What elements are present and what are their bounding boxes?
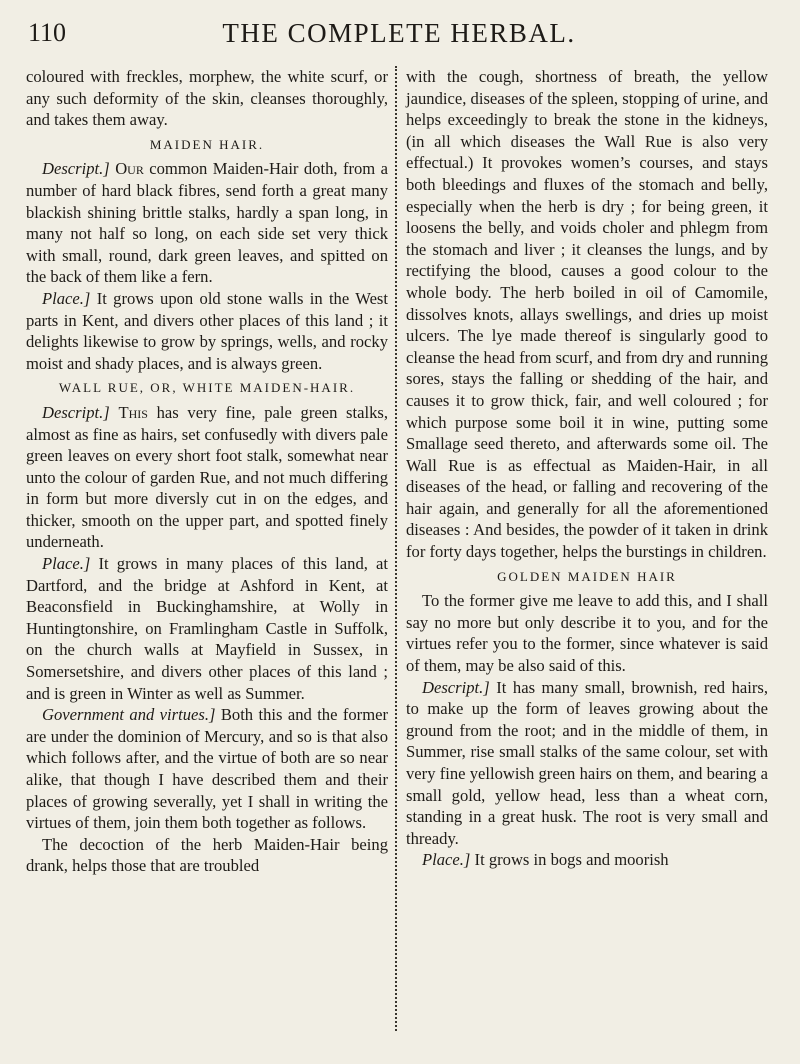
- text-columns: [26, 66, 774, 1046]
- paragraph-text: common Maiden-Hair doth, from a number of hard black fibres, send forth a great many blackish shining brittle stalks, hardly a span long, in many not half so long, on each side set very thick with small, round, dark green leaves, and spitted on the back of them like a fern.: [26, 159, 388, 287]
- paragraph: [26, 158, 388, 288]
- section-label: Descript.]: [422, 677, 490, 697]
- paragraph: [26, 553, 388, 704]
- page-number: 110: [28, 18, 67, 47]
- left-column: [26, 66, 388, 877]
- paragraph-text: has very fine, pale green stalks, almost as fine as hairs, set confusedly with divers pale green leaves on every short foot stalk, somewhat near unto the colour of garden Rue, and not much differing in form but more diversly cut in on the edges, and thicker, smooth on the upper part, and spotted finely underneath.: [26, 402, 388, 552]
- paragraph: To the former give me leave to add this, and I shall say no more but only describe it to you, and for the virtues refer you to the former, since whatever is said of them, may be also said of this.: [406, 591, 768, 676]
- paragraph: [406, 677, 768, 850]
- running-title: THE COMPLETE HERBAL.: [222, 18, 576, 48]
- section-heading-wall-rue: WALL RUE, OR, WHITE MAIDEN-HAIR.: [58, 380, 356, 396]
- paragraph: [26, 288, 388, 374]
- column-divider: [395, 66, 397, 1031]
- section-label: Place.]: [42, 288, 91, 308]
- lead-word: This: [118, 402, 148, 422]
- paragraph-text: It grows upon old stone walls in the West parts in Kent, and divers other places of this land ; it delights likewise to grow by springs, wells, and rocky moist and shady places, and is always green.: [26, 288, 388, 373]
- section-label: Place.]: [422, 850, 471, 870]
- section-label: Descript.]: [42, 159, 110, 179]
- paragraph: The decoction of the herb Maiden-Hair being drank, helps those that are troubled: [26, 834, 388, 876]
- paragraph: with the cough, shortness of breath, the yellow jaundice, diseases of the spleen, stopping of urine, and helps exceedingly to break the stone in the kidneys, (in all which diseases the Wall Rue is also very effectual.) It provokes women’s courses, and stays both bleedings and fluxes of the stomach and belly, especially when the herb is dry ; for being green, it loosens the belly, and voids choler and phlegm from the stomach and liver ; it cleanses the lungs, and by rectifying the blood, causes a good colour to the whole body. The herb boiled in oil of Camomile, dissolves knots, allays swellings, and dries up moist ulcers. The lye made thereof is singularly good to cleanse the head from scurf, and from dry and running sores, stays the falling or shedding of the hair, and causes it to grow thick, fair, and well coloured ; for which purpose some boil it in wine, putting some Smallage seed thereto, and afterwards some oil. The Wall Rue is as effectual as Maiden-Hair, in all diseases of the head, or falling and recovering of the hair again, and generally for all the aforementioned diseases : And besides, the powder of it taken in drink for forty days together, helps the burstings in children.: [406, 67, 768, 562]
- paragraph-text: It grows in many places of this land, at Dartford, and the bridge at Ashford in Kent, at Beaconsfield in Buckinghamshire, at Wolly in Huntingtonshire, on Framlingham Castle in Suffolk, on the church walls at Mayfield in Sussex, in Somersetshire, and divers other places of this land ; and is green in Winter as well as Summer.: [26, 554, 388, 703]
- right-column: [406, 66, 768, 871]
- paragraph-text: It has many small, brownish, red hairs, to make up the form of leaves growing about the ground from the root; and in the middle of them, in Summer, rise small stalks of the same colour, set with very fine yellowish green hairs on them, and bearing a small gold, yellow head, less than a wheat corn, standing in a great husk. The root is very small and thready.: [406, 677, 768, 848]
- section-label: Place.]: [42, 554, 91, 574]
- lead-word: Our: [115, 159, 144, 179]
- section-heading-golden-maiden-hair: GOLDEN MAIDEN HAIR: [497, 568, 677, 584]
- paragraph: [26, 704, 388, 834]
- paragraph: coloured with freckles, morphew, the white scurf, or any such deformity of the skin, cleanses thoroughly, and takes them away.: [26, 67, 388, 130]
- section-heading-maiden-hair: MAIDEN HAIR.: [149, 136, 265, 152]
- paragraph: [406, 849, 768, 871]
- paragraph-text: Both this and the former are under the dominion of Mercury, and so is that also which follows after, and the virtue of both are so near alike, that though I have described them and their places of growing severally, yet I shall in writing the virtues of them, join them both together as follows.: [26, 705, 388, 833]
- section-label: Government and virtues.]: [42, 705, 216, 725]
- page-header: [28, 18, 770, 58]
- section-label: Descript.]: [42, 402, 110, 422]
- paragraph-text: It grows in bogs and moorish: [470, 850, 669, 870]
- paragraph: [26, 402, 388, 553]
